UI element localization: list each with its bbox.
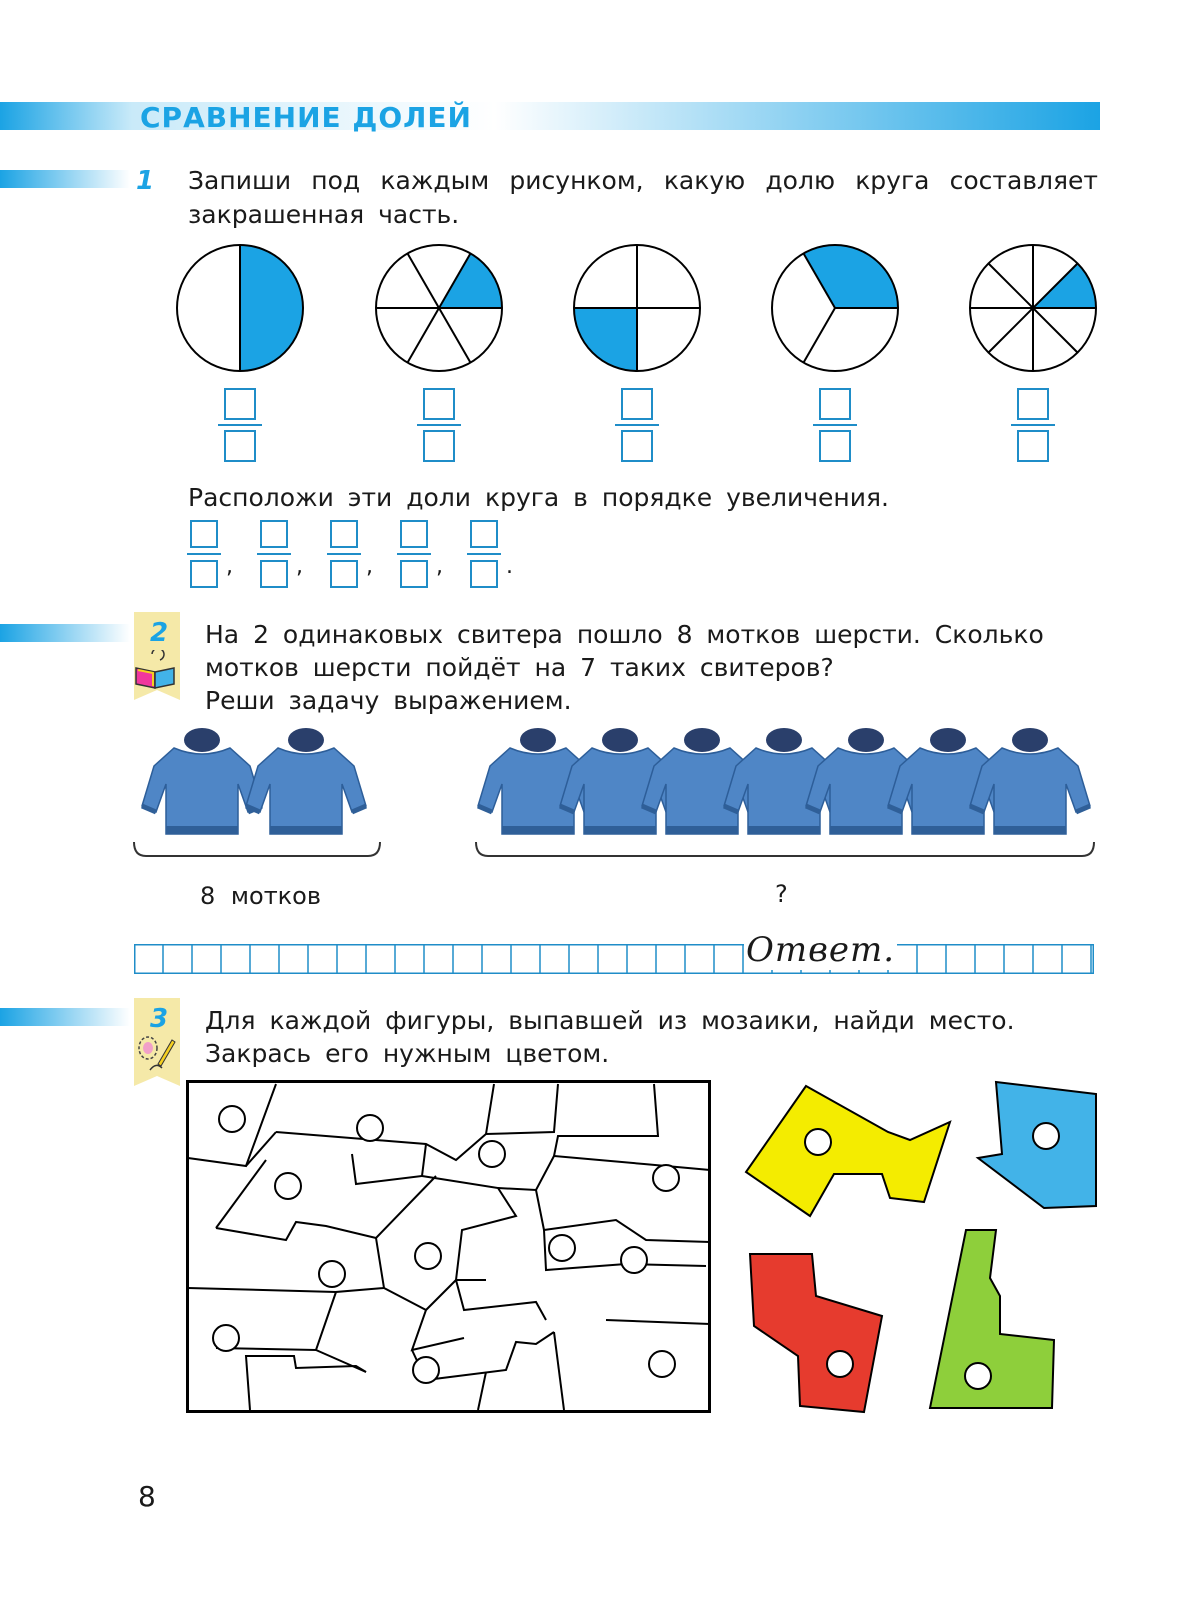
brace-left xyxy=(134,842,380,856)
task3-line1: Для каждой фигуры, выпавшей из мозаики, найди место. xyxy=(205,1006,1015,1035)
fraction-answer-3[interactable] xyxy=(621,388,653,420)
mosaic[interactable] xyxy=(186,1080,712,1414)
task1-number: 1 xyxy=(136,166,155,196)
book-icon xyxy=(134,650,176,690)
section-title: СРАВНЕНИЕ ДОЛЕЙ xyxy=(140,101,472,134)
circle-quarters xyxy=(574,245,700,371)
task1-bar xyxy=(0,170,130,188)
circle-half xyxy=(177,245,303,371)
fraction-answer-2[interactable] xyxy=(423,388,455,420)
brace-right xyxy=(476,842,1094,856)
mosaic-pieces xyxy=(740,1078,1110,1418)
task2-bar xyxy=(0,624,130,642)
blue-piece xyxy=(978,1082,1096,1208)
sweaters-illustration xyxy=(130,720,1100,870)
task2-line3: Реши задачу выражением. xyxy=(205,686,572,715)
green-piece xyxy=(930,1230,1054,1408)
sweater xyxy=(142,728,262,834)
yellow-piece xyxy=(746,1086,950,1216)
task2-number: 2 xyxy=(150,618,169,648)
task3-number: 3 xyxy=(150,1004,169,1034)
label-right: ? xyxy=(775,880,788,908)
fraction-circles xyxy=(170,240,1110,380)
circle-eighths xyxy=(970,245,1096,371)
pencil-butterfly-icon xyxy=(136,1034,176,1078)
comma: , xyxy=(366,554,373,579)
fraction-answer-1[interactable] xyxy=(224,388,256,420)
comma: , xyxy=(226,554,233,579)
task3-line2: Закрась его нужным цветом. xyxy=(205,1039,610,1068)
task3-bar xyxy=(0,1008,130,1026)
order-instruction: Расположи эти доли круга в порядке увеличения. xyxy=(188,483,889,512)
red-piece xyxy=(750,1254,882,1412)
answer-grid[interactable] xyxy=(134,930,1094,974)
circle-sixths xyxy=(376,245,502,371)
comma: , xyxy=(436,554,443,579)
fraction-answer-5[interactable] xyxy=(1017,388,1049,420)
order-slot-3[interactable] xyxy=(330,520,373,579)
comma: , xyxy=(296,554,303,579)
circle-thirds xyxy=(772,245,898,371)
fraction-answer-4[interactable] xyxy=(819,388,851,420)
task1-text: Запиши под каждым рисунком, какую долю круга составляет закрашенная часть. xyxy=(188,166,1098,229)
sweater xyxy=(970,728,1090,834)
task2-line2: мотков шерсти пойдёт на 7 таких свитеров? xyxy=(205,653,834,682)
grid-lines xyxy=(134,944,1094,974)
period: . xyxy=(506,554,513,579)
order-slot-1[interactable] xyxy=(190,520,233,579)
order-slot-2[interactable] xyxy=(260,520,303,579)
answer-label: Ответ. xyxy=(746,930,896,970)
label-left: 8 мотков xyxy=(200,882,321,910)
order-slot-5[interactable] xyxy=(470,520,513,579)
order-slot-4[interactable] xyxy=(400,520,443,579)
task2-line1: На 2 одинаковых свитера пошло 8 мотков шерсти. Сколько xyxy=(205,620,1044,649)
page-number: 8 xyxy=(138,1480,156,1513)
sweater xyxy=(246,728,366,834)
